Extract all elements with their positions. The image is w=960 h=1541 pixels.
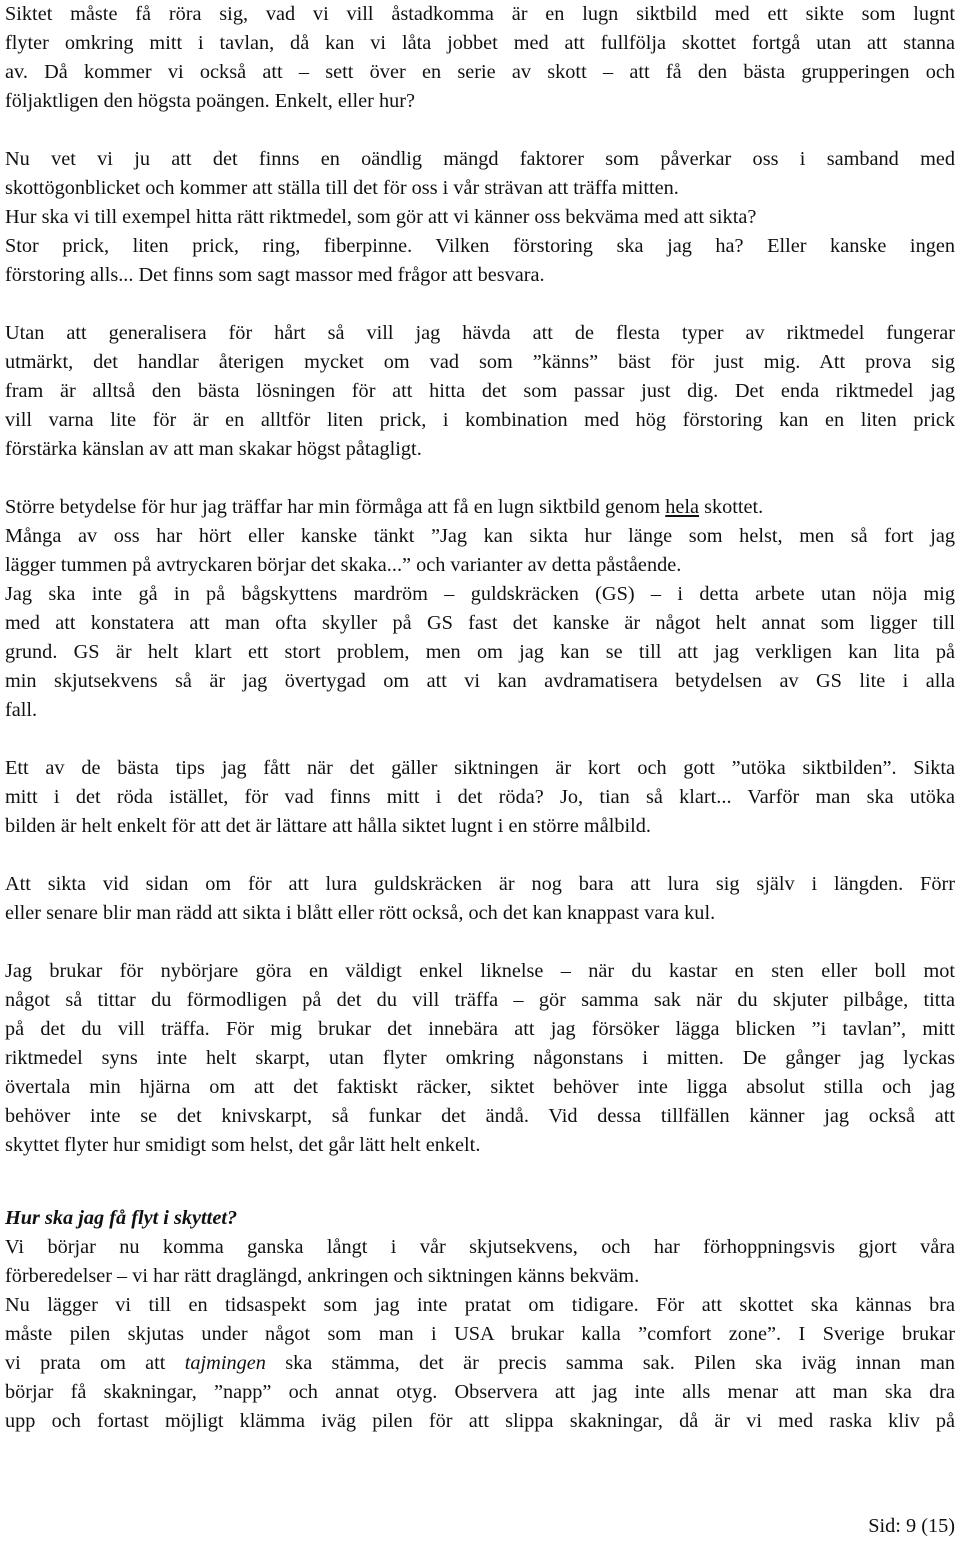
text-line: förberedelser – vi har rätt draglängd, ankringen och siktningen känns bekväm. bbox=[5, 1265, 640, 1287]
text-line: med att konstatera att man ofta skyller på GS fast det kanske är något helt annat som ligger till bbox=[5, 612, 955, 634]
text-line: vill varna lite för är en alltför liten prick, i kombination med hög förstoring kan en liten prick bbox=[5, 409, 955, 431]
paragraph-8 bbox=[5, 1233, 955, 1291]
text-line: Nu lägger vi till en tidsaspekt som jag inte pratat om tidigare. För att skottet ska kännas bra bbox=[5, 1294, 955, 1316]
text-line bbox=[5, 1349, 955, 1378]
text-line: Jag brukar för nybörjare göra en väldigt enkel liknelse – när du kastar en sten eller boll mot bbox=[5, 960, 955, 982]
text-line: utmärkt, det handlar återigen mycket om vad som ”känns” bäst för just mig. Att prova sig bbox=[5, 351, 955, 373]
paragraph-gap bbox=[5, 464, 955, 493]
text-line: flyter omkring mitt i tavlan, då kan vi låta jobbet med att fullfölja skottet fortgå utan att stanna bbox=[5, 32, 955, 54]
section-heading: Hur ska jag få flyt i skyttet? bbox=[5, 1207, 238, 1229]
text-line: skyttet flyter hur smidigt som helst, det går lätt helt enkelt. bbox=[5, 1134, 481, 1156]
text-line: Jag ska inte gå in på bågskyttens mardröm – guldskräcken (GS) – i detta arbete utan nöja mig bbox=[5, 583, 955, 605]
text-line: Att sikta vid sidan om för att lura guldskräcken är nog bara att lura sig själv i längden. Förr bbox=[5, 873, 955, 895]
text-line: något så tittar du förmodligen på det du vill träffa – gör samma sak när du skjuter pilbåge, titta bbox=[5, 989, 955, 1011]
paragraph-9 bbox=[5, 1291, 955, 1436]
document-page bbox=[5, 0, 955, 1436]
text-segment: vi prata om att bbox=[5, 1352, 185, 1374]
text-line: Utan att generalisera för hårt så vill jag hävda att de flesta typer av riktmedel fungerar bbox=[5, 322, 955, 344]
text-line: Siktet måste få röra sig, vad vi vill åstadkomma är en lugn siktbild med ett sikte som lugnt bbox=[5, 3, 955, 25]
text-line: övertala min hjärna om att det faktiskt räcker, siktet behöver inte ligga absolut stilla och jag bbox=[5, 1076, 955, 1098]
text-line: upp och fortast möjligt klämma iväg pilen för att slippa skakningar, då är vi med raska kliv på bbox=[5, 1410, 955, 1432]
text-line: grund. GS är helt klart ett stort problem, men om jag kan se till att jag verkligen kan lita på bbox=[5, 641, 955, 663]
page-number: Sid: 9 (15) bbox=[868, 1515, 955, 1537]
text-segment: Större betydelse för hur jag träffar har min förmåga att få en lugn siktbild genom bbox=[5, 496, 666, 518]
text-line: börjar få skakningar, ”napp” och annat otyg. Observera att jag inte alls menar att man ska dra bbox=[5, 1381, 955, 1403]
text-line: Stor prick, liten prick, ring, fiberpinne. Vilken förstoring ska jag ha? Eller kanske ingen bbox=[5, 235, 955, 257]
text-segment: ska stämma, det är precis samma sak. Pilen ska iväg innan man bbox=[265, 1352, 955, 1374]
text-line: förstärka känslan av att man skakar högst påtagligt. bbox=[5, 438, 422, 460]
paragraph-4 bbox=[5, 493, 955, 725]
text-line: min skjutsekvens så är jag övertygad om att vi kan avdramatisera betydelsen av GS lite i alla bbox=[5, 670, 955, 692]
text-line: lägger tummen på avtryckaren börjar det skaka...” och varianter av detta påstående. bbox=[5, 554, 682, 576]
text-line: Hur ska vi till exempel hitta rätt riktmedel, som gör att vi känner oss bekväma med att sikta? bbox=[5, 206, 757, 228]
text-segment: skottet. bbox=[699, 496, 764, 518]
italic-word: tajmingen bbox=[184, 1352, 266, 1374]
text-line: fram är alltså den bästa lösningen för att hitta det som passar just dig. Det enda riktmedel jag bbox=[5, 380, 955, 402]
text-line: Ett av de bästa tips jag fått när det gäller siktningen är kort och gott ”utöka siktbilden”. Sikta bbox=[5, 757, 955, 779]
text-line: av. Då kommer vi också att – sett över en serie av skott – att få den bästa grupperingen och bbox=[5, 61, 955, 83]
paragraph-gap bbox=[5, 928, 955, 957]
paragraph-gap bbox=[5, 116, 955, 145]
section-gap bbox=[5, 1160, 955, 1204]
text-line: Vi börjar nu komma ganska långt i vår skjutsekvens, och har förhoppningsvis gjort våra bbox=[5, 1236, 955, 1258]
text-line: Många av oss har hört eller kanske tänkt ”Jag kan sikta hur länge som helst, men så fort jag bbox=[5, 525, 955, 547]
text-line: eller senare blir man rädd att sikta i blått eller rött också, och det kan knappast vara kul. bbox=[5, 902, 716, 924]
text-line: mitt i det röda istället, för vad finns mitt i det röda? Jo, tian så klart... Varför man ska utöka bbox=[5, 786, 955, 808]
text-line: behöver inte se det knivskarpt, så funkar det ändå. Vid dessa tillfällen känner jag också att bbox=[5, 1105, 955, 1127]
paragraph-3 bbox=[5, 319, 955, 464]
paragraph-6 bbox=[5, 870, 955, 928]
text-line: måste pilen skjutas under något som man i USA brukar kalla ”comfort zone”. I Sverige brukar bbox=[5, 1323, 955, 1345]
text-line bbox=[5, 493, 955, 522]
paragraph-2 bbox=[5, 145, 955, 290]
paragraph-1 bbox=[5, 0, 955, 116]
paragraph-gap bbox=[5, 841, 955, 870]
text-line: följaktligen den högsta poängen. Enkelt, eller hur? bbox=[5, 90, 416, 112]
text-line: riktmedel syns inte helt skarpt, utan flyter omkring någonstans i mitten. De gånger jag lyckas bbox=[5, 1047, 955, 1069]
text-line: fall. bbox=[5, 699, 38, 721]
paragraph-7 bbox=[5, 957, 955, 1160]
text-line: förstoring alls... Det finns som sagt massor med frågor att besvara. bbox=[5, 264, 545, 286]
underlined-word: hela bbox=[665, 496, 700, 518]
paragraph-5 bbox=[5, 754, 955, 841]
paragraph-gap bbox=[5, 290, 955, 319]
text-line: på det du vill träffa. För mig brukar det innebära att jag försöker lägga blicken ”i tavlan”, mitt bbox=[5, 1018, 955, 1040]
text-line: skottögonblicket och kommer att ställa till det för oss i vår strävan att träffa mitten. bbox=[5, 177, 679, 199]
text-line: bilden är helt enkelt för att det är lättare att hålla siktet lugnt i en större målbild. bbox=[5, 815, 651, 837]
paragraph-gap bbox=[5, 725, 955, 754]
text-line: Nu vet vi ju att det finns en oändlig mängd faktorer som påverkar oss i samband med bbox=[5, 148, 955, 170]
